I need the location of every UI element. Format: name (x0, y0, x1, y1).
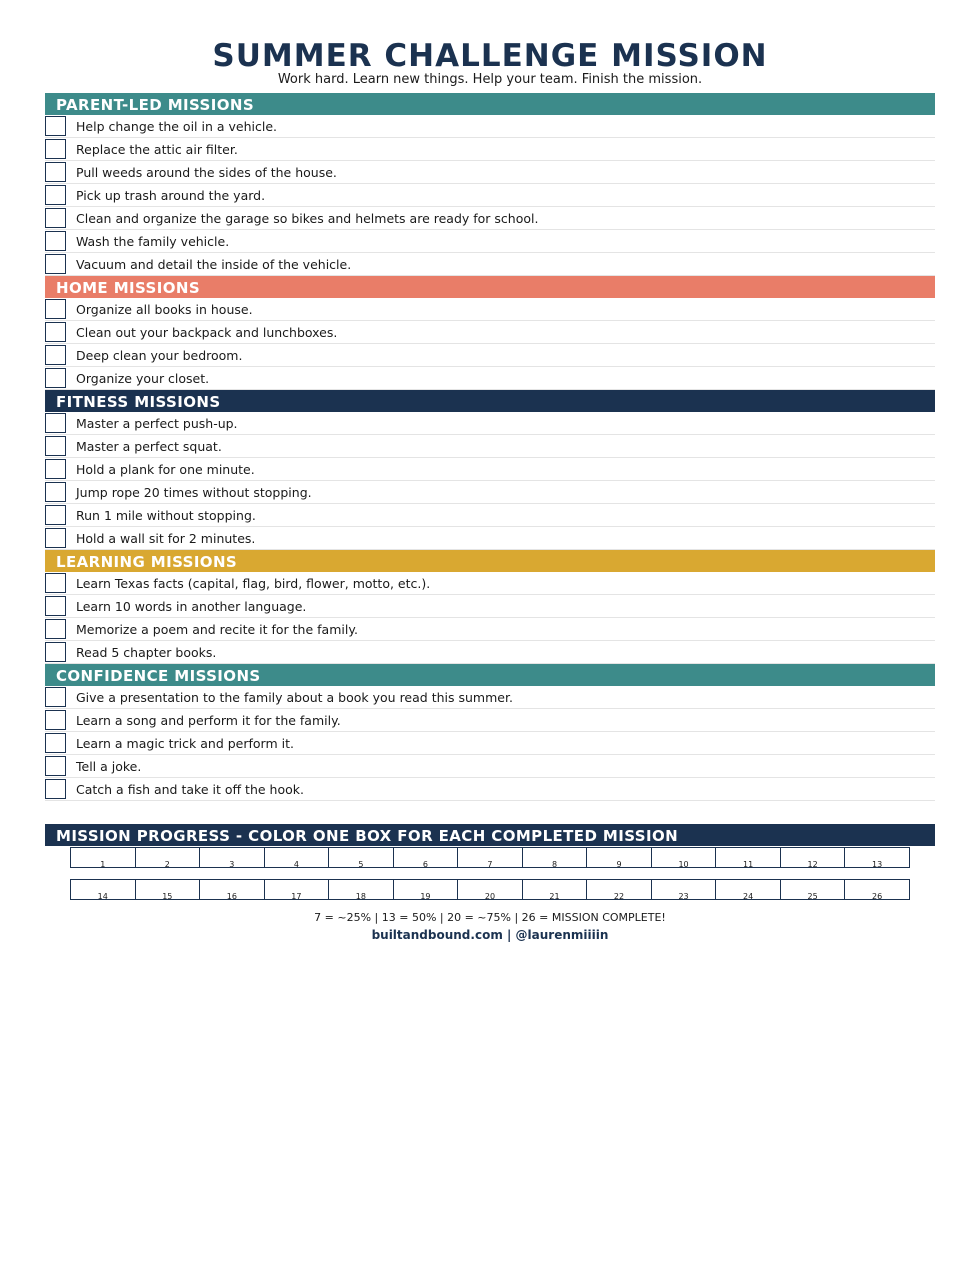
task-label: Run 1 mile without stopping. (76, 508, 256, 523)
progress-box-number: 18 (355, 892, 366, 901)
progress-box[interactable] (329, 847, 394, 868)
progress-box[interactable] (652, 847, 717, 868)
task-checkbox[interactable] (45, 687, 66, 707)
task-checkbox[interactable] (45, 162, 66, 182)
task-checkbox[interactable] (45, 733, 66, 753)
task-checkbox[interactable] (45, 459, 66, 479)
progress-box[interactable] (70, 879, 136, 900)
task-checkbox[interactable] (45, 299, 66, 319)
task-label: Replace the attic air filter. (76, 142, 238, 157)
progress-box[interactable] (781, 879, 846, 900)
progress-box[interactable] (329, 879, 394, 900)
task-row (45, 458, 935, 481)
progress-box-number: 15 (162, 892, 173, 901)
progress-box[interactable] (523, 847, 588, 868)
task-label: Jump rope 20 times without stopping. (76, 485, 312, 500)
progress-box-number: 11 (742, 860, 754, 869)
task-row (45, 504, 935, 527)
task-row (45, 161, 935, 184)
progress-box-number: 20 (484, 892, 496, 901)
task-checkbox[interactable] (45, 596, 66, 616)
task-label: Master a perfect squat. (76, 439, 222, 454)
task-label: Clean out your backpack and lunchboxes. (76, 325, 338, 340)
task-label: Vacuum and detail the inside of the vehicle. (76, 257, 352, 272)
progress-box[interactable] (458, 879, 523, 900)
task-checkbox[interactable] (45, 322, 66, 342)
task-row (45, 527, 935, 550)
task-label: Master a perfect push-up. (76, 416, 238, 431)
task-row (45, 709, 935, 732)
section-header: CONFIDENCE MISSIONS (45, 664, 935, 686)
task-checkbox[interactable] (45, 710, 66, 730)
task-label: Pull weeds around the sides of the house. (76, 165, 337, 180)
mission-section (45, 664, 935, 801)
mission-sections (45, 93, 935, 801)
progress-box-number: 5 (358, 860, 364, 869)
task-row (45, 344, 935, 367)
progress-box[interactable] (716, 879, 781, 900)
progress-box[interactable] (394, 847, 459, 868)
mission-section (45, 276, 935, 390)
progress-row-2 (70, 879, 910, 900)
task-label: Wash the family vehicle. (76, 234, 230, 249)
task-row (45, 230, 935, 253)
task-label: Tell a joke. (76, 759, 142, 774)
progress-box-number: 16 (226, 892, 237, 901)
task-checkbox[interactable] (45, 505, 66, 525)
progress-box[interactable] (265, 879, 330, 900)
progress-box-number: 23 (678, 892, 689, 901)
progress-box-number: 26 (872, 892, 883, 901)
progress-box-number: 2 (164, 860, 170, 869)
section-header: FITNESS MISSIONS (45, 390, 935, 412)
progress-box-number: 8 (551, 860, 558, 869)
progress-box-number: 22 (613, 892, 625, 901)
progress-box[interactable] (523, 879, 588, 900)
progress-box-number: 12 (807, 860, 818, 869)
task-checkbox[interactable] (45, 413, 66, 433)
task-checkbox[interactable] (45, 208, 66, 228)
task-label: Pick up trash around the yard. (76, 188, 266, 203)
progress-box[interactable] (200, 879, 265, 900)
progress-box[interactable] (652, 879, 717, 900)
progress-box-number: 9 (616, 860, 622, 869)
task-row (45, 321, 935, 344)
mission-section (45, 390, 935, 550)
progress-box[interactable] (845, 879, 910, 900)
task-checkbox[interactable] (45, 185, 66, 205)
progress-box[interactable] (70, 847, 136, 868)
section-header: HOME MISSIONS (45, 276, 935, 298)
progress-box[interactable] (458, 847, 523, 868)
task-row (45, 595, 935, 618)
task-checkbox[interactable] (45, 368, 66, 388)
progress-box[interactable] (781, 847, 846, 868)
task-row (45, 481, 935, 504)
task-checkbox[interactable] (45, 619, 66, 639)
task-checkbox[interactable] (45, 231, 66, 251)
task-row (45, 207, 935, 230)
progress-legend: 7 = ~25% | 13 = 50% | 20 = ~75% | 26 = MISSION COMPLETE! (314, 911, 666, 924)
progress-box[interactable] (587, 847, 652, 868)
task-checkbox[interactable] (45, 116, 66, 136)
progress-box[interactable] (200, 847, 265, 868)
progress-box[interactable] (716, 847, 781, 868)
task-label: Learn 10 words in another language. (76, 599, 307, 614)
progress-row-1 (70, 847, 910, 868)
task-label: Learn a song and perform it for the family. (76, 713, 341, 728)
task-label: Organize all books in house. (76, 302, 253, 317)
mission-section (45, 93, 935, 276)
progress-box-number: 17 (291, 892, 302, 901)
task-row (45, 298, 935, 321)
progress-box-number: 3 (229, 860, 235, 869)
task-row (45, 184, 935, 207)
page-subtitle: Work hard. Learn new things. Help your team. Finish the mission. (277, 72, 703, 87)
progress-box-number: 7 (487, 860, 493, 869)
task-checkbox[interactable] (45, 482, 66, 502)
task-row (45, 755, 935, 778)
progress-box[interactable] (587, 879, 652, 900)
task-label: Organize your closet. (76, 371, 210, 386)
section-header: LEARNING MISSIONS (45, 550, 935, 572)
task-checkbox[interactable] (45, 139, 66, 159)
progress-box[interactable] (136, 847, 201, 868)
progress-header: MISSION PROGRESS - COLOR ONE BOX FOR EACH COMPLETED MISSION (45, 824, 935, 846)
task-label: Help change the oil in a vehicle. (76, 119, 277, 134)
task-label: Catch a fish and take it off the hook. (76, 782, 304, 797)
task-label: Learn a magic trick and perform it. (76, 736, 294, 751)
page-title: SUMMER CHALLENGE MISSION (212, 38, 768, 74)
progress-box[interactable] (845, 847, 910, 868)
progress-box-number: 13 (872, 860, 883, 869)
task-checkbox[interactable] (45, 254, 66, 274)
task-label: Learn Texas facts (capital, flag, bird, flower, motto, etc.). (76, 576, 431, 591)
progress-box[interactable] (265, 847, 330, 868)
progress-box-number: 19 (420, 892, 431, 901)
task-label: Give a presentation to the family about a book you read this summer. (76, 690, 513, 705)
task-checkbox[interactable] (45, 573, 66, 593)
task-row (45, 732, 935, 755)
task-label: Hold a wall sit for 2 minutes. (76, 531, 256, 546)
mission-section (45, 550, 935, 664)
task-row (45, 686, 935, 709)
progress-box-number: 14 (97, 892, 108, 901)
progress-box[interactable] (136, 879, 201, 900)
task-row (45, 572, 935, 595)
task-row (45, 138, 935, 161)
task-label: Clean and organize the garage so bikes and helmets are ready for school. (76, 211, 539, 226)
progress-box-number: 1 (100, 860, 106, 869)
credit-line: builtandbound.com | @laurenmiiiin (371, 928, 609, 942)
progress-box-number: 10 (678, 860, 689, 869)
progress-box-number: 24 (742, 892, 754, 901)
progress-box-number: 21 (549, 892, 560, 901)
task-checkbox[interactable] (45, 779, 66, 799)
task-row (45, 641, 935, 664)
progress-box-number: 6 (422, 860, 428, 869)
task-label: Read 5 chapter books. (76, 645, 217, 660)
task-row (45, 435, 935, 458)
task-checkbox[interactable] (45, 528, 66, 548)
task-checkbox[interactable] (45, 436, 66, 456)
task-row (45, 618, 935, 641)
task-label: Hold a plank for one minute. (76, 462, 255, 477)
task-row (45, 115, 935, 138)
progress-box-number: 4 (293, 860, 299, 869)
task-checkbox[interactable] (45, 345, 66, 365)
task-row (45, 253, 935, 276)
task-row (45, 778, 935, 801)
task-row (45, 412, 935, 435)
task-label: Memorize a poem and recite it for the family. (76, 622, 358, 637)
section-header: PARENT-LED MISSIONS (45, 93, 935, 115)
progress-box[interactable] (394, 879, 459, 900)
task-checkbox[interactable] (45, 756, 66, 776)
progress-box-number: 25 (807, 892, 818, 901)
task-row (45, 367, 935, 390)
task-checkbox[interactable] (45, 642, 66, 662)
task-label: Deep clean your bedroom. (76, 348, 243, 363)
